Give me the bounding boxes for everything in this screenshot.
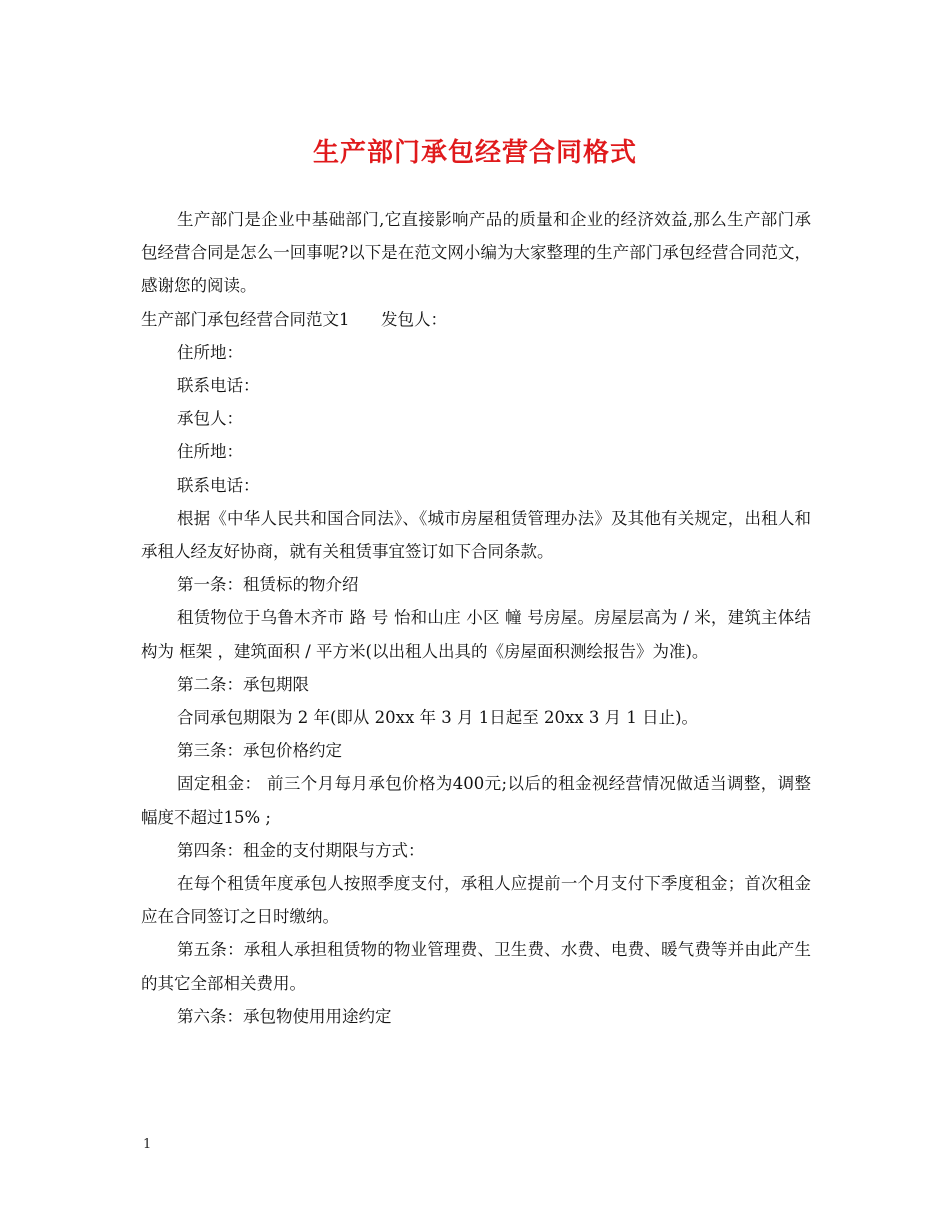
article-4-body: 在每个租赁年度承包人按照季度支付，承租人应提前一个月支付下季度租金；首次租金应在合同签订之日时缴纳。 [141,874,811,927]
article-5-paragraph: 第五条：承租人承担租赁物的物业管理费、卫生费、水费、电费、暖气费等并由此产生的其它全部相关费用。 [141,940,811,993]
document-title: 生产部门承包经营合同格式 [312,138,637,168]
article-6-heading: 第六条：承包物使用用途约定 [177,1006,392,1026]
party-a-address: 住所地： [177,342,243,362]
legal-basis-paragraph: 根据《中华人民共和国合同法》、《城市房屋租赁管理办法》及其他有关规定，出租人和承租人经友好协商，就有关租赁事宜签订如下合同条款。 [141,508,811,562]
party-b-label: 承包人： [177,409,243,429]
intro-paragraph: 生产部门是企业中基础部门,它直接影响产品的质量和企业的经济效益,那么生产部门承包经营合同是怎么一回事呢?以下是在范文网小编为大家整理的生产部门承包经营合同范文，感谢您的阅读。 [141,210,811,296]
article-3-heading: 第三条：承包价格约定 [177,741,342,761]
party-b-phone: 联系电话： [177,475,260,495]
article-4-heading: 第四条：租金的支付期限与方式： [177,840,425,860]
article-1-body: 租赁物位于乌鲁木齐市 路 号 怡和山庄 小区 幢 号房屋。房屋层高为 / 米，建筑主体结构为 框架 ，建筑面积 / 平方米(以出租人出具的《房屋面积测绘报告》为准)。 [141,608,811,661]
document-body [141,203,811,1033]
contract-heading-line: 生产部门承包经营合同范文1 发包人： [141,309,447,329]
party-a-phone: 联系电话： [177,376,260,396]
article-2-body: 合同承包期限为 2 年(即从 20xx 年 3 月 1日起至 20xx 3 月 1 日止)。 [177,708,699,728]
page-number: 1 [143,1137,152,1152]
party-b-address: 住所地： [177,442,243,462]
article-2-heading: 第二条：承包期限 [177,674,309,694]
article-3-body: 固定租金： 前三个月每月承包价格为400元;以后的租金视经营情况做适当调整，调整幅度不超过15% ; [141,774,811,827]
article-1-heading: 第一条：租赁标的物介绍 [177,575,359,595]
